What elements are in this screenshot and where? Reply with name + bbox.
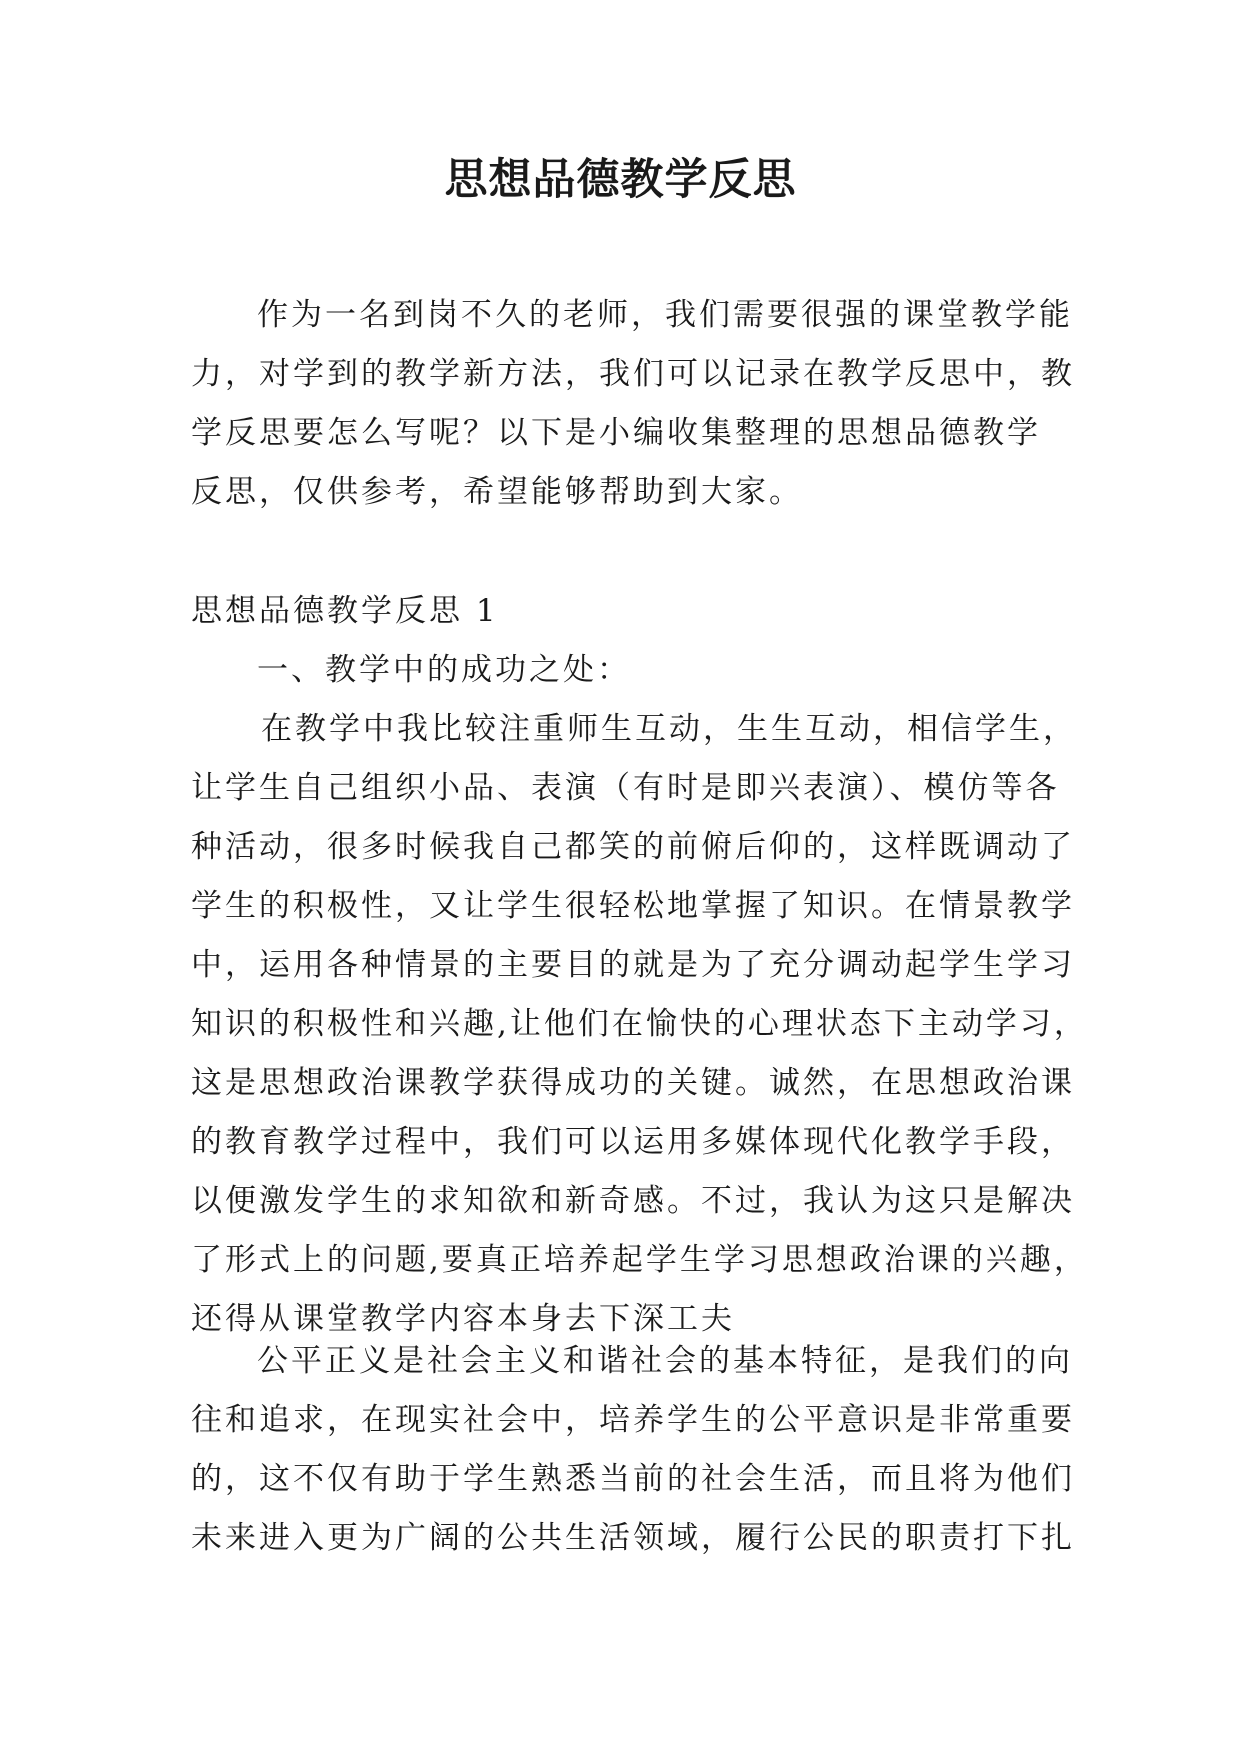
text-line: 以便激发学生的求知欲和新奇感。不过，我认为这只是解决 bbox=[191, 1183, 1075, 1219]
text-line: 还得从课堂教学内容本身去下深工夫 bbox=[191, 1301, 735, 1337]
text-line: 未来进入更为广阔的公共生活领域，履行公民的职责打下扎 bbox=[191, 1520, 1075, 1556]
text-line: 中，运用各种情景的主要目的就是为了充分调动起学生学习 bbox=[191, 947, 1075, 983]
section-heading bbox=[191, 582, 1050, 641]
text-line: 这是思想政治课教学获得成功的关键。诚然，在思想政治课 bbox=[191, 1065, 1075, 1101]
body-paragraph-2 bbox=[191, 1332, 1075, 1568]
text-line: 的，这不仅有助于学生熟悉当前的社会生活，而且将为他们 bbox=[191, 1461, 1075, 1497]
text-line: 的教育教学过程中，我们可以运用多媒体现代化教学手段， bbox=[191, 1124, 1075, 1160]
text-line: 了形式上的问题,要真正培养起学生学习思想政治课的兴趣， bbox=[191, 1242, 1088, 1278]
text-line: 往和追求，在现实社会中，培养学生的公平意识是非常重要 bbox=[191, 1402, 1075, 1438]
sub-heading-text: 一、教学中的成功之处： bbox=[257, 652, 631, 688]
text-line: 公平正义是社会主义和谐社会的基本特征，是我们的向 bbox=[257, 1343, 1073, 1379]
body-paragraph-1 bbox=[191, 700, 1088, 1349]
intro-paragraph bbox=[191, 286, 1075, 522]
text-line: 力，对学到的教学新方法，我们可以记录在教学反思中，教 bbox=[191, 356, 1075, 392]
sub-heading bbox=[191, 641, 1050, 700]
document-title: 思想品德教学反思 bbox=[444, 155, 797, 205]
text-line: 反思，仅供参考，希望能够帮助到大家。 bbox=[191, 474, 803, 510]
text-line: 种活动，很多时候我自己都笑的前俯后仰的，这样既调动了 bbox=[191, 829, 1075, 865]
text-line: 作为一名到岗不久的老师，我们需要很强的课堂教学能 bbox=[257, 297, 1073, 333]
text-line: 让学生自己组织小品、表演（有时是即兴表演）、模仿等各 bbox=[191, 770, 1060, 806]
section-heading-text: 思想品德教学反思 1 bbox=[191, 593, 499, 629]
text-line: 在教学中我比较注重师生互动，生生互动，相信学生， bbox=[261, 711, 1077, 747]
text-line: 学生的积极性，又让学生很轻松地掌握了知识。在情景教学 bbox=[191, 888, 1075, 924]
text-line: 学反思要怎么写呢？以下是小编收集整理的思想品德教学 bbox=[191, 415, 1041, 451]
text-line: 知识的积极性和兴趣,让他们在愉快的心理状态下主动学习， bbox=[191, 1006, 1088, 1042]
